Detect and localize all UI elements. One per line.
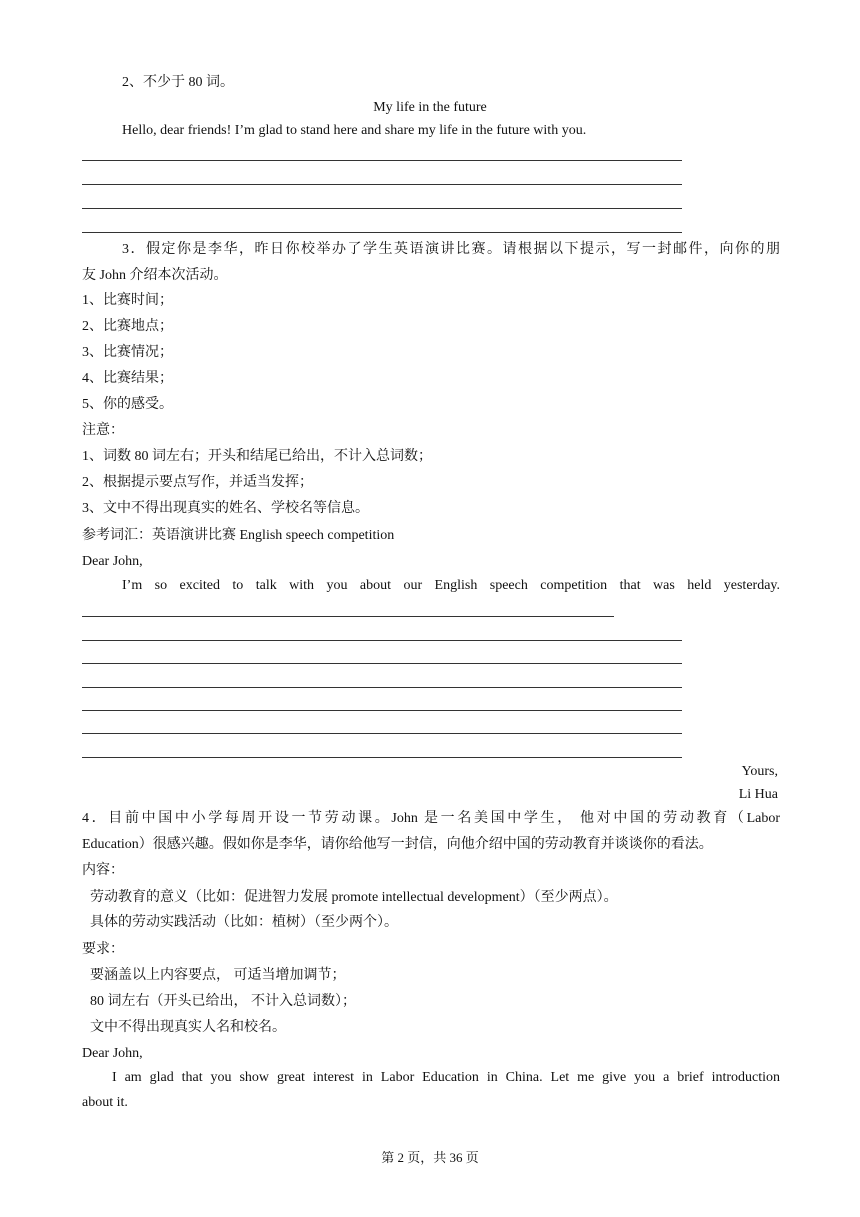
page-number-footer: 第 2 页，共 36 页 [381, 1150, 479, 1165]
q3-point: 3、比赛情况； [82, 345, 173, 360]
q3-prompt-line-1: 3．假定你是李华，昨日你校举办了学生英语演讲比赛。请根据以下提示，写一封邮件，向你的朋 [122, 242, 780, 257]
q3-point: 2、比赛地点； [82, 319, 173, 334]
q3-salutation: Dear John, [82, 554, 143, 569]
q4-prompt-line-1: 4．目前中国中小学每周开设一节劳动课。John 是一名美国中学生， 他对中国的劳动教育（Labor [82, 811, 780, 826]
answer-line [82, 184, 682, 185]
q4-requirement: 80 词左右（开头已给出， 不计入总词数）； [90, 994, 356, 1009]
q3-notes-heading: 注意： [82, 423, 124, 438]
q3-prompt-line-2: 友 John 介绍本次活动。 [82, 268, 228, 283]
answer-line [82, 208, 682, 209]
q3-point: 5、你的感受。 [82, 397, 173, 412]
q3-note: 1、词数 80 词左右；开头和结尾已给出，不计入总词数； [82, 449, 432, 464]
q4-content-point: 劳动教育的意义（比如：促进智力发展 promote intellectual development）（至少两点）。 [90, 890, 618, 905]
q4-requirement: 要涵盖以上内容要点， 可适当增加调节； [90, 968, 346, 983]
answer-line [82, 687, 682, 688]
answer-line [82, 160, 682, 161]
q3-opening-sentence: I’m so excited to talk with you about our English speech competition that was held yesterday. [122, 578, 780, 593]
answer-line [82, 616, 614, 617]
q4-prompt-line-2: Education）很感兴趣。假如你是李华，请你给他写一封信，向他介绍中国的劳动教育并谈谈你的看法。 [82, 837, 713, 852]
q4-opening-line-2: about it. [82, 1095, 128, 1110]
q4-opening-line-1: I am glad that you show great interest in Labor Education in China. Let me give you a brief introduction [112, 1070, 780, 1085]
answer-line [82, 710, 682, 711]
answer-line [82, 640, 682, 641]
q4-content-point: 具体的劳动实践活动（比如：植树）（至少两个）。 [90, 915, 398, 930]
q4-content-heading: 内容： [82, 863, 124, 878]
q3-signature: Li Hua [738, 787, 778, 802]
answer-line [82, 757, 682, 758]
answer-line [82, 232, 682, 233]
answer-line [82, 733, 682, 734]
q3-point: 4、比赛结果； [82, 371, 173, 386]
q3-note: 2、根据提示要点写作，并适当发挥； [82, 475, 313, 490]
q4-requirements-heading: 要求： [82, 942, 124, 957]
q3-vocab-hint: 参考词汇：英语演讲比赛 English speech competition [82, 528, 395, 543]
q2-requirement-2: 2、不少于 80 词。 [122, 75, 234, 90]
q3-note: 3、文中不得出现真实的姓名、学校名等信息。 [82, 501, 369, 516]
q4-salutation: Dear John, [82, 1046, 143, 1061]
answer-line [82, 663, 682, 664]
q3-point: 1、比赛时间； [82, 293, 173, 308]
q2-opening-sentence: Hello, dear friends! I’m glad to stand here and share my life in the future with you. [122, 123, 587, 138]
q2-essay-title: My life in the future [373, 100, 487, 115]
q4-requirement: 文中不得出现真实人名和校名。 [90, 1020, 286, 1035]
q3-closing: Yours, [741, 764, 778, 779]
